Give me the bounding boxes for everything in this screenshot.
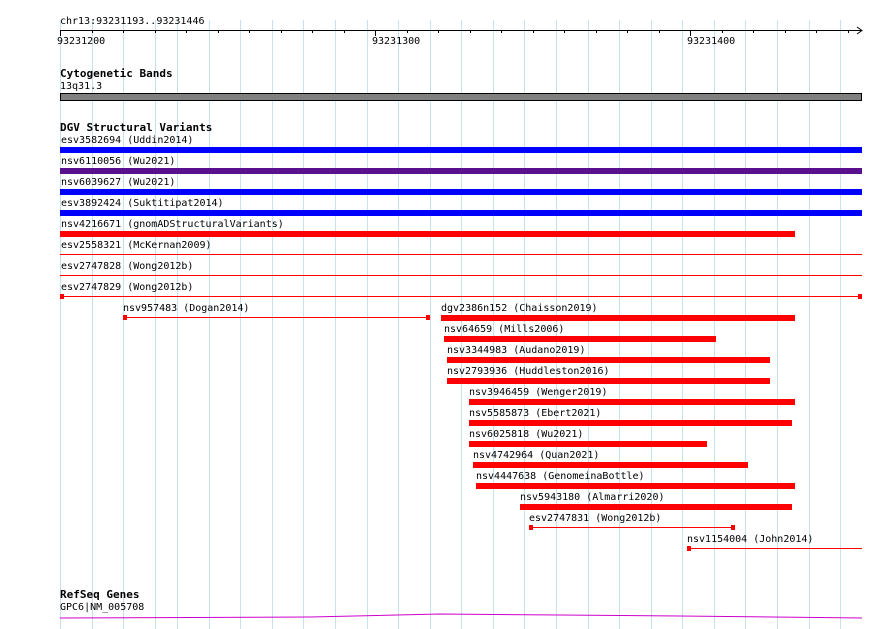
ruler-minor-tick [816, 30, 817, 33]
grid-line [155, 20, 156, 629]
variant-label: nsv1154004 (John2014) [687, 534, 814, 545]
ruler-minor-tick [186, 30, 187, 33]
ruler-minor-tick [218, 30, 219, 33]
ruler-minor-tick [123, 30, 124, 33]
ruler-minor-tick [722, 30, 723, 33]
variant-label: esv2558321 (McKernan2009) [61, 240, 212, 251]
variant-label: esv2747829 (Wong2012b) [61, 282, 194, 293]
grid-line [92, 20, 93, 629]
variant-label: nsv4742964 (Quan2021) [473, 450, 600, 461]
variant-label: dgv2386n152 (Chaisson2019) [441, 303, 598, 314]
gene-label: GPC6|NM_005708 [60, 602, 145, 613]
variant-end-marker [731, 525, 735, 530]
variant-bar[interactable] [447, 357, 770, 363]
variant-label: esv2747831 (Wong2012b) [529, 513, 662, 524]
dgv-track-title: DGV Structural Variants [60, 121, 213, 134]
variant-label: nsv4216671 (gnomADStructuralVariants) [61, 219, 284, 230]
variant-label: nsv6039627 (Wu2021) [61, 177, 176, 188]
variant-bar[interactable] [447, 378, 770, 384]
ruler-minor-tick [659, 30, 660, 33]
variant-label: nsv4447638 (GenomeinaBottle) [476, 471, 645, 482]
variant-end-marker [687, 546, 691, 551]
ruler-tick-label: 93231300 [372, 36, 421, 47]
ruler-minor-tick [596, 30, 597, 33]
cytoband-label: 13q31.3 [60, 81, 103, 92]
grid-line [398, 20, 399, 629]
variant-label: esv2747828 (Wong2012b) [61, 261, 194, 272]
variant-end-marker [123, 315, 127, 320]
ruler-minor-tick [438, 30, 439, 33]
ruler-minor-tick [848, 30, 849, 33]
gene-model[interactable] [60, 610, 862, 622]
grid-line [272, 20, 273, 629]
ruler-minor-tick [92, 30, 93, 33]
ruler-minor-tick [281, 30, 282, 33]
cytoband-track-title: Cytogenetic Bands [60, 67, 173, 80]
ruler-axis [60, 30, 862, 31]
grid-line [60, 20, 61, 629]
variant-bar[interactable] [469, 399, 795, 405]
grid-line [588, 20, 589, 629]
ruler-minor-tick [155, 30, 156, 33]
ruler-minor-tick [249, 30, 250, 33]
variant-bar[interactable] [60, 231, 795, 237]
variant-bar[interactable] [60, 296, 862, 297]
grid-line [430, 20, 431, 629]
cytoband-bar[interactable] [60, 93, 862, 101]
grid-line [177, 20, 178, 629]
variant-label: nsv5585873 (Ebert2021) [469, 408, 602, 419]
variant-bar[interactable] [520, 504, 792, 510]
grid-line [651, 20, 652, 629]
refseq-track-title: RefSeq Genes [60, 588, 140, 601]
ruler-minor-tick [753, 30, 754, 33]
variant-bar[interactable] [60, 147, 862, 153]
grid-line [240, 20, 241, 629]
variant-bar[interactable] [687, 548, 862, 549]
variant-end-marker [529, 525, 533, 530]
variant-label: esv3582694 (Uddin2014) [61, 135, 194, 146]
variant-bar[interactable] [444, 336, 716, 342]
ruler-minor-tick [312, 30, 313, 33]
variant-end-marker [426, 315, 430, 320]
variant-bar[interactable] [60, 210, 862, 216]
ruler-minor-tick [407, 30, 408, 33]
variant-end-marker [858, 294, 862, 299]
variant-end-marker [60, 294, 64, 299]
variant-label: nsv3344983 (Audano2019) [447, 345, 586, 356]
grid-line [335, 20, 336, 629]
variant-bar[interactable] [60, 168, 862, 174]
ruler-minor-tick [470, 30, 471, 33]
variant-bar[interactable] [469, 420, 792, 426]
variant-bar[interactable] [60, 275, 862, 276]
variant-label: nsv5943180 (Almarri2020) [520, 492, 665, 503]
grid-line [209, 20, 210, 629]
variant-bar[interactable] [469, 441, 707, 447]
ruler-minor-tick [533, 30, 534, 33]
variant-bar[interactable] [529, 527, 735, 528]
ruler-minor-tick [501, 30, 502, 33]
variant-label: nsv64659 (Mills2006) [444, 324, 565, 335]
ruler-minor-tick [344, 30, 345, 33]
grid-line [619, 20, 620, 629]
grid-line [123, 20, 124, 629]
ruler-minor-tick [785, 30, 786, 33]
variant-label: nsv957483 (Dogan2014) [123, 303, 250, 314]
ruler-arrow-icon [856, 26, 864, 35]
ruler-tick-label: 93231400 [687, 36, 736, 47]
variant-bar[interactable] [60, 189, 862, 195]
variant-bar[interactable] [473, 462, 748, 468]
variant-bar[interactable] [441, 315, 795, 321]
grid-line [367, 20, 368, 629]
variant-label: esv3892424 (Suktitipat2014) [61, 198, 224, 209]
ruler-minor-tick [564, 30, 565, 33]
variant-bar[interactable] [476, 483, 795, 489]
variant-label: nsv6025818 (Wu2021) [469, 429, 584, 440]
grid-line [840, 20, 841, 629]
variant-bar[interactable] [60, 254, 862, 255]
variant-label: nsv6110056 (Wu2021) [61, 156, 176, 167]
ruler-region-label: chr13:93231193..93231446 [60, 16, 205, 27]
grid-line [682, 20, 683, 629]
variant-label: nsv3946459 (Wenger2019) [469, 387, 608, 398]
variant-bar[interactable] [123, 317, 430, 318]
ruler-tick-label: 93231200 [57, 36, 106, 47]
variant-label: nsv2793936 (Huddleston2016) [447, 366, 610, 377]
ruler-minor-tick [627, 30, 628, 33]
grid-line [303, 20, 304, 629]
